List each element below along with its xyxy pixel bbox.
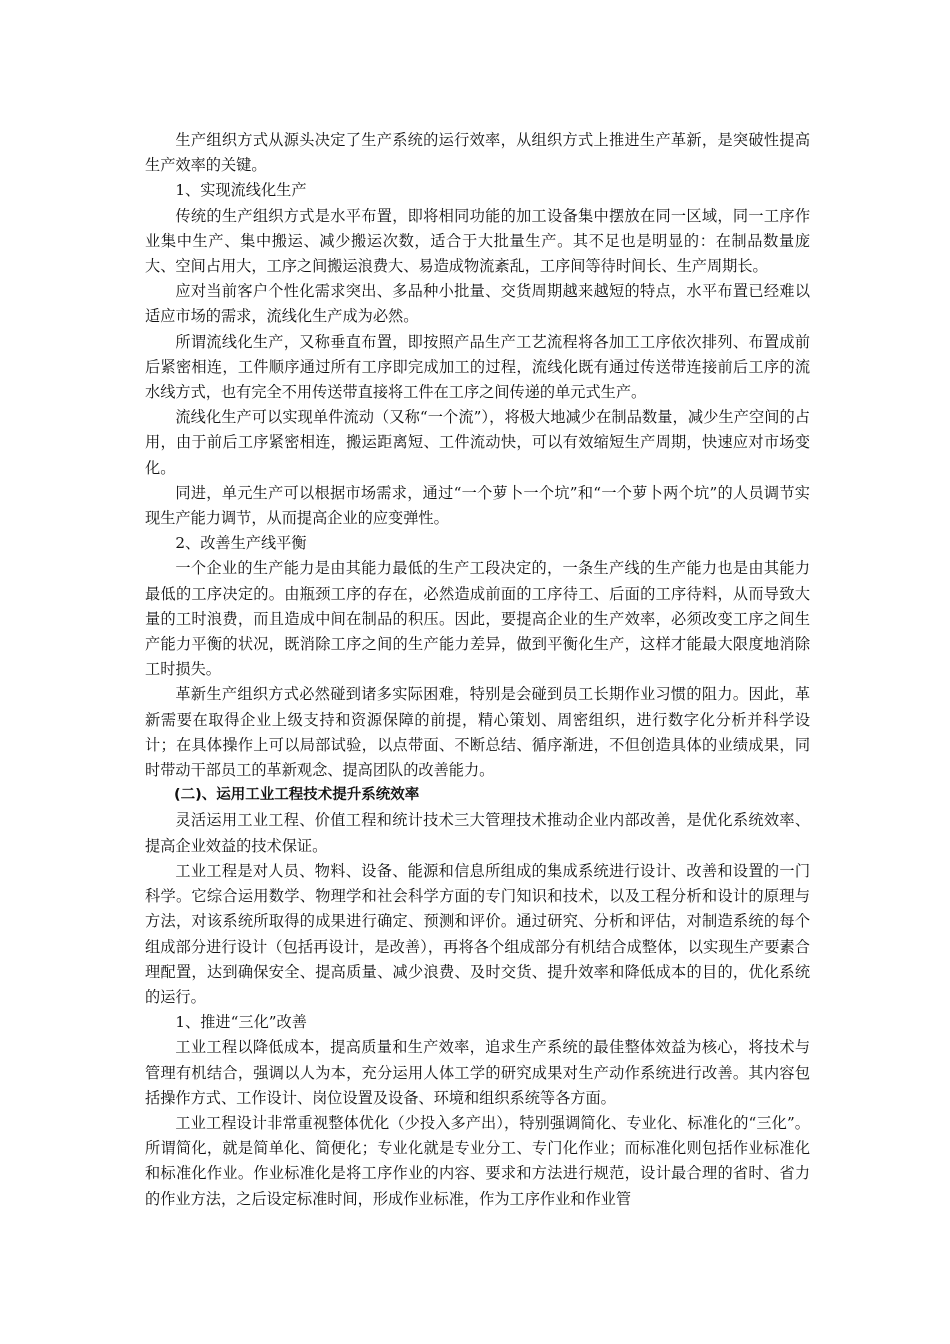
section-heading: 1、实现流线化生产 [175,181,307,200]
paragraph: 所谓流线化生产，又称垂直布置，即按照产品生产工艺流程将各加工工序依次排列、布置成前后紧密相连，工件顺序通过所有工序即完成加工的过程，流线化既有通过传送带连接前后工序的流水线方式，也有完全不用传送带直接将工件在工序之间传递的单元式生产。 [145,332,810,402]
chapter-heading: (二)、运用工业工程技术提升系统效率 [174,787,420,804]
paragraph: 工业工程是对人员、物料、设备、能源和信息所组成的集成系统进行设计、改善和设置的一门科学。它综合运用数学、物理学和社会科学方面的专门知识和技术，以及工程分析和设计的原理与方法，对该系统所取得的成果进行确定、预测和评价。通过研究、分析和评估，对制造系统的每个组成部分进行设计（包括再设计，是改善），再将各个组成部分有机结合成整体，以实现生产要素合理配置，达到确保安全、提高质量、减少浪费、及时交货、提升效率和降低成本的目的，优化系统的运行。 [145,861,810,1006]
paragraph: 一个企业的生产能力是由其能力最低的生产工段决定的，一条生产线的生产能力也是由其能力最低的工序决定的。由瓶颈工序的存在，必然造成前面的工序待工、后面的工序待料，从而导致大量的工时浪费，而且造成中间在制品的积压。因此，要提高企业的生产效率，必须改变工序之间生产能力平衡的状况，既消除工序之间的生产能力差异，做到平衡化生产，这样才能最大限度地消除工时损失。 [145,559,810,679]
paragraph: 工业工程设计非常重视整体优化（少投入多产出），特别强调简化、专业化、标准化的“三化”。所谓简化，就是简单化、简便化；专业化就是专业分工、专门化作业；而标准化则包括作业标准化和标准化作业。作业标准化是将工序作业的内容、要求和方法进行规范，设计最合理的省时、省力的作业方法，之后设定标准时间，形成作业标准，作为工序作业和作业管 [145,1113,810,1208]
paragraph: 灵活运用工业工程、价值工程和统计技术三大管理技术推动企业内部改善，是优化系统效率、提高企业效益的技术保证。 [145,811,810,855]
paragraph: 传统的生产组织方式是水平布置，即将相同功能的加工设备集中摆放在同一区域，同一工序作业集中生产、集中搬运、减少搬运次数，适合于大批量生产。其不足也是明显的：在制品数量庞大、空间占用大，工序之间搬运浪费大、易造成物流紊乱，工序间等待时间长、生产周期长。 [145,206,810,276]
paragraph: 流线化生产可以实现单件流动（又称“一个流”），将极大地减少在制品数量，减少生产空间的占用，由于前后工序紧密相连，搬运距离短、工件流动快，可以有效缩短生产周期，快速应对市场变化。 [145,408,810,477]
section-heading: 2、改善生产线平衡 [175,534,307,553]
paragraph: 革新生产组织方式必然碰到诸多实际困难，特别是会碰到员工长期作业习惯的阻力。因此，革新需要在取得企业上级支持和资源保障的前提，精心策划、周密组织，进行数字化分析并科学设计；在具体操作上可以局部试验，以点带面、不断总结、循序渐进，不但创造具体的业绩成果，同时带动干部员工的革新观念、提高团队的改善能力。 [145,685,810,780]
section-heading: 1、推进“三化”改善 [175,1013,307,1032]
paragraph: 同进，单元生产可以根据市场需求，通过“一个萝卜一个坑”和“一个萝卜两个坑”的人员调节实现生产能力调节，从而提高企业的应变弹性。 [145,483,810,528]
paragraph: 应对当前客户个性化需求突出、多品种小批量、交货周期越来越短的特点，水平布置已经难以适应市场的需求，流线化生产成为必然。 [145,282,810,326]
paragraph: 工业工程以降低成本，提高质量和生产效率，追求生产系统的最佳整体效益为核心，将技术与管理有机结合，强调以人为本，充分运用人体工学的研究成果对生产动作系统进行改善。其内容包括操作方式、工作设计、岗位设置及设备、环境和组织系统等各方面。 [145,1038,810,1107]
paragraph: 生产组织方式从源头决定了生产系统的运行效率，从组织方式上推进生产革新，是突破性提高生产效率的关键。 [145,131,810,175]
document-body [145,128,810,1212]
